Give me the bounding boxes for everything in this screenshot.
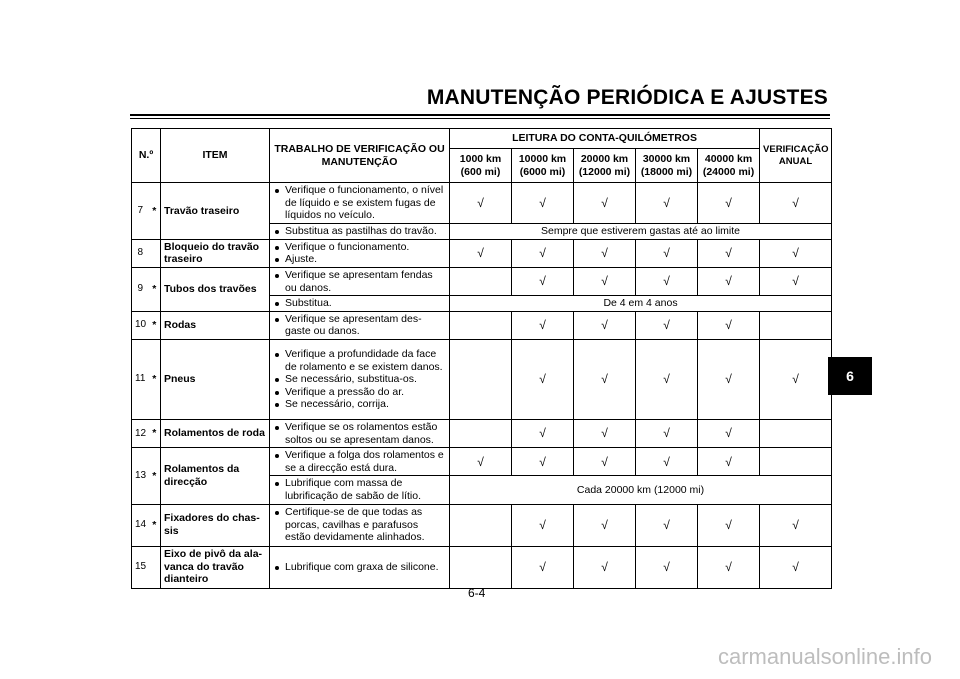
page-title: MANUTENÇÃO PERIÓDICA E AJUSTES [426,86,828,109]
check-mark: √ [450,239,512,267]
check-mark: √ [512,239,574,267]
check-mark: √ [760,339,832,419]
row-asterisk: * [149,448,161,504]
row-work [270,296,450,312]
header-interval: 30000 km (18000 mi) [636,149,698,183]
check-mark: √ [636,419,698,447]
header-interval: 40000 km (24000 mi) [698,149,760,183]
table-row [132,339,832,419]
row-item: Bloqueio do travão traseiro [161,239,270,267]
row-work [270,239,450,267]
row-item: Rodas [161,311,270,339]
check-mark: √ [574,267,636,295]
table-row [132,239,832,267]
chapter-tab: 6 [828,357,872,395]
check-mark: √ [760,546,832,588]
work-step: Verifique se apresentam fendas ou danos. [273,269,446,294]
row-item: Pneus [161,339,270,419]
check-mark: √ [512,419,574,447]
check-mark: √ [574,339,636,419]
page-number: 6-4 [468,586,486,600]
row-item: Eixo de pivô da ala-vanca do travão dianteiro [161,546,270,588]
work-step: Lubrifique com massa de lubrificação de sabão de lítio. [273,477,446,502]
row-number: 8 [132,239,149,267]
check-mark: √ [698,419,760,447]
check-mark [450,339,512,419]
table-row [132,504,832,546]
header-annual-check: VERIFICAÇÃO ANUAL [760,129,832,183]
check-mark: √ [698,267,760,295]
check-mark: √ [698,183,760,224]
work-step: Certifique-se de que todas as porcas, cavilhas e parafusos estão devidamente alinhados. [273,506,446,544]
work-step: Lubrifique com graxa de silicone. [273,561,446,574]
row-number: 15 [132,546,149,588]
check-mark [450,311,512,339]
work-step: Se necessário, corrija. [273,398,446,411]
check-mark: √ [512,183,574,224]
title-divider-thin [130,118,830,119]
check-mark: √ [636,311,698,339]
header-interval: 1000 km (600 mi) [450,149,512,183]
check-mark: √ [574,546,636,588]
work-step: Verifique se os rolamentos estão soltos ou se apresentam danos. [273,421,446,446]
row-number: 11 [132,339,149,419]
row-asterisk: * [149,183,161,240]
check-mark [450,267,512,295]
check-mark: √ [512,504,574,546]
work-step: Verifique o funcionamento, o nível de líquido e se existem fugas de líquidos no veículo. [273,184,446,222]
row-asterisk: * [149,419,161,447]
check-mark [450,546,512,588]
check-mark [760,448,832,476]
check-mark: √ [760,504,832,546]
check-mark: √ [698,504,760,546]
check-mark: √ [698,339,760,419]
row-work [270,504,450,546]
interval-note: Sempre que estiverem gastas até ao limite [450,223,832,239]
check-mark: √ [636,183,698,224]
check-mark: √ [512,448,574,476]
interval-note: Cada 20000 km (12000 mi) [450,476,832,504]
row-work [270,419,450,447]
row-item: Rolamentos da direcção [161,448,270,504]
check-mark: √ [636,504,698,546]
table-row [132,546,832,588]
row-number: 9 [132,267,149,311]
check-mark: √ [450,183,512,224]
work-step: Verifique a profundidade da face de rolamento e se existem danos. [273,348,446,373]
row-work [270,546,450,588]
check-mark: √ [574,419,636,447]
table-row [132,267,832,295]
interval-note: De 4 em 4 anos [450,296,832,312]
work-step: Verifique o funcionamento. [273,241,446,254]
row-item: Travão traseiro [161,183,270,240]
work-step: Ajuste. [273,253,446,266]
check-mark: √ [698,239,760,267]
row-work [270,339,450,419]
row-work [270,267,450,295]
check-mark: √ [760,239,832,267]
row-item: Fixadores do chas-sis [161,504,270,546]
work-step: Verifique a pressão do ar. [273,386,446,399]
maintenance-table [131,128,832,589]
check-mark: √ [636,239,698,267]
row-asterisk: * [149,311,161,339]
check-mark: √ [450,448,512,476]
check-mark: √ [760,267,832,295]
header-work: TRABALHO DE VERIFICAÇÃO OU MANUTENÇÃO [270,129,450,183]
check-mark: √ [698,311,760,339]
row-asterisk: * [149,267,161,311]
check-mark: √ [698,546,760,588]
header-interval: 10000 km (6000 mi) [512,149,574,183]
row-work [270,476,450,504]
check-mark [760,311,832,339]
row-work [270,311,450,339]
work-step: Se necessário, substitua-os. [273,373,446,386]
check-mark: √ [698,448,760,476]
check-mark: √ [574,448,636,476]
row-number: 7 [132,183,149,240]
work-step: Verifique a folga dos rolamentos e se a direcção está dura. [273,449,446,474]
check-mark: √ [512,339,574,419]
row-item: Tubos dos travões [161,267,270,311]
row-asterisk [149,546,161,588]
check-mark: √ [574,239,636,267]
header-interval: 20000 km (12000 mi) [574,149,636,183]
header-item: ITEM [161,129,270,183]
check-mark: √ [512,311,574,339]
row-asterisk: * [149,339,161,419]
check-mark: √ [574,504,636,546]
row-asterisk [149,239,161,267]
table-row [132,311,832,339]
footer-watermark: carmanualsonline.info [717,644,932,669]
row-item: Rolamentos de roda [161,419,270,447]
check-mark: √ [636,267,698,295]
check-mark: √ [574,183,636,224]
title-divider [130,114,830,116]
row-work [270,448,450,476]
check-mark: √ [512,267,574,295]
check-mark: √ [512,546,574,588]
work-step: Verifique se apresentam des-gaste ou danos. [273,313,446,338]
header-odometer: LEITURA DO CONTA-QUILÓMETROS [450,129,760,149]
row-work [270,183,450,224]
table-row [132,419,832,447]
row-number: 10 [132,311,149,339]
work-step: Substitua. [273,297,446,310]
row-asterisk: * [149,504,161,546]
table-row [132,183,832,224]
row-number: 12 [132,419,149,447]
header-no: N.º [132,129,161,183]
work-step: Substitua as pastilhas do travão. [273,225,446,238]
row-number: 14 [132,504,149,546]
row-work [270,223,450,239]
check-mark: √ [636,448,698,476]
check-mark: √ [636,546,698,588]
table-row [132,448,832,476]
row-number: 13 [132,448,149,504]
check-mark: √ [574,311,636,339]
check-mark [450,419,512,447]
check-mark [760,419,832,447]
check-mark: √ [636,339,698,419]
check-mark [450,504,512,546]
check-mark: √ [760,183,832,224]
